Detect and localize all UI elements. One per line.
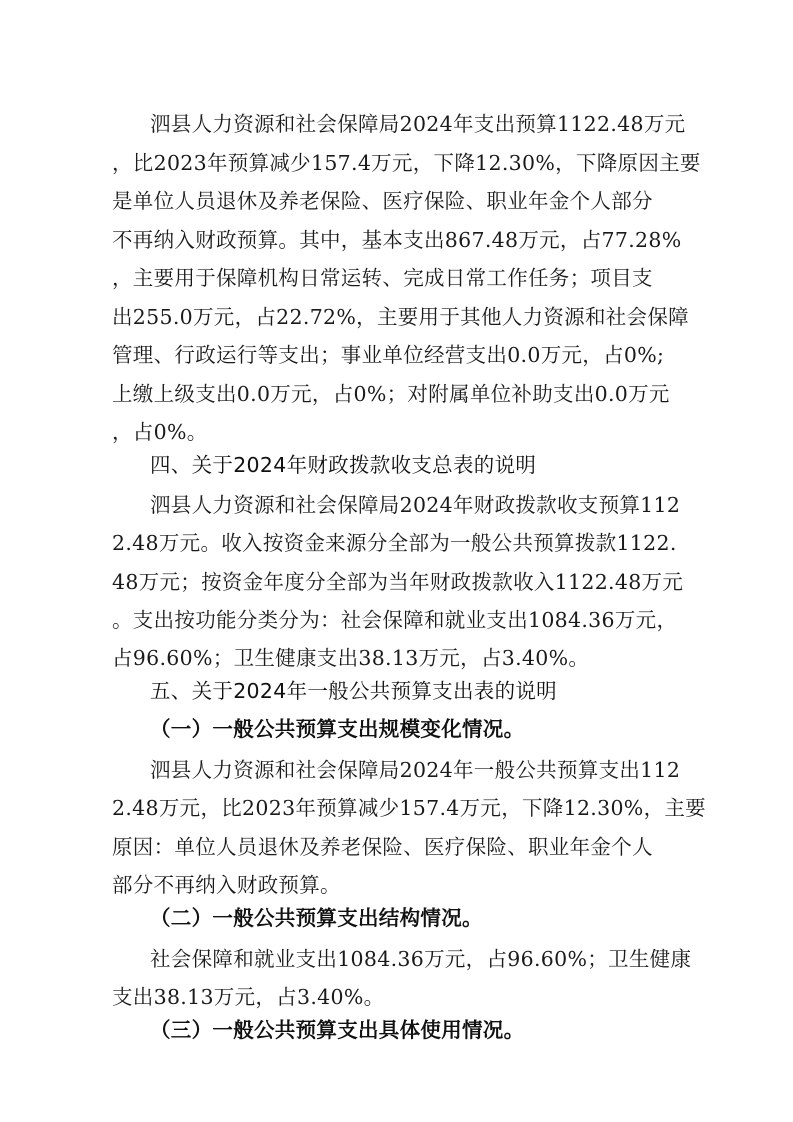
paragraph-line: 是单位人员退休及养老保险、医疗保险、职业年金个人部分	[112, 189, 653, 213]
paragraph-line: 支出38.13万元，占3.40%。	[112, 985, 385, 1009]
paragraph-line: 原因：单位人员退休及养老保险、医疗保险、职业年金个人	[112, 835, 653, 859]
paragraph-line: 上缴上级支出0.0万元，占0%；对附属单位补助支出0.0万元	[112, 382, 670, 406]
paragraph-line: 泗县人力资源和社会保障局2024年财政拨款收支预算112	[150, 493, 681, 517]
paragraph-line: 占96.60%；卫生健康支出38.13万元，占3.40%。	[112, 646, 590, 670]
paragraph-line: 。支出按功能分类分为：社会保障和就业支出1084.36万元，	[112, 608, 678, 632]
section-heading: 五、关于2024年一般公共预算支出表的说明	[150, 679, 557, 703]
paragraph-line: 泗县人力资源和社会保障局2024年一般公共预算支出112	[150, 758, 681, 782]
paragraph-line: ，主要用于保障机构日常运转、完成日常工作任务；项目支	[112, 266, 653, 290]
paragraph-line: 部分不再纳入财政预算。	[112, 873, 341, 897]
subsection-heading: （三）一般公共预算支出具体使用情况。	[150, 1018, 525, 1042]
paragraph-line: ，比2023年预算减少157.4万元，下降12.30%，下降原因主要	[112, 151, 701, 175]
paragraph-line: ，占0%。	[112, 420, 208, 444]
paragraph-line: 管理、行政运行等支出；事业单位经营支出0.0万元，占0%;	[112, 343, 665, 367]
paragraph-line: 社会保障和就业支出1084.36万元，占96.60%；卫生健康	[150, 947, 692, 971]
paragraph-line: 不再纳入财政预算。其中，基本支出867.48万元，占77.28%	[112, 228, 682, 252]
paragraph-line: 泗县人力资源和社会保障局2024年支出预算1122.48万元	[150, 112, 686, 136]
paragraph-line: 出255.0万元，占22.72%，主要用于其他人力资源和社会保障	[112, 305, 689, 329]
paragraph-line: 48万元；按资金年度分全部为当年财政拨款收入1122.48万元	[112, 570, 684, 594]
subsection-heading: （一）一般公共预算支出规模变化情况。	[150, 717, 525, 741]
section-heading: 四、关于2024年财政拨款收支总表的说明	[150, 453, 537, 477]
subsection-heading: （二）一般公共预算支出结构情况。	[150, 906, 483, 930]
paragraph-line: 2.48万元，比2023年预算减少157.4万元，下降12.30%，主要	[112, 796, 706, 820]
paragraph-line: 2.48万元。收入按资金来源分全部为一般公共预算拨款1122.	[112, 531, 677, 555]
